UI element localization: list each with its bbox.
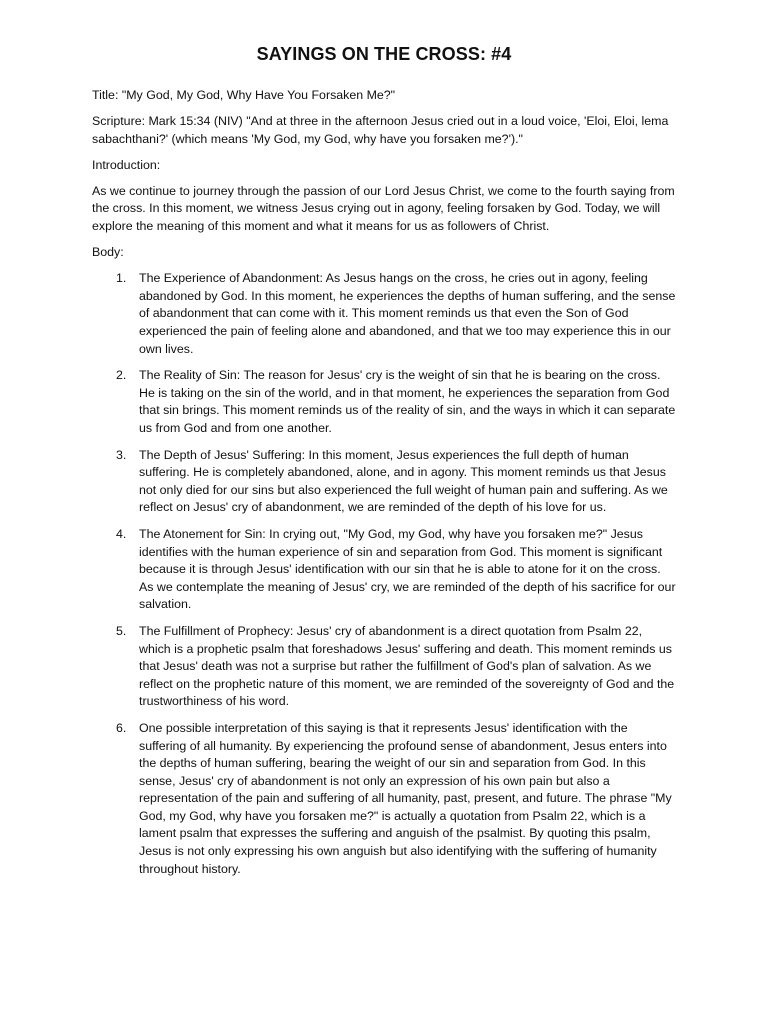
body-label: Body: <box>92 245 124 260</box>
document-page <box>92 44 676 887</box>
list-item <box>92 526 676 614</box>
introduction-text: As we continue to journey through the passion of our Lord Jesus Christ, we come to the fourth saying from the cross. In this moment, we witness Jesus crying out in agony, feeling forsaken by God. Today, we will explore the meaning of this moment and what it means for us as followers of Christ. <box>92 183 675 234</box>
list-item-number: 1. <box>116 271 127 286</box>
scripture-reference: Scripture: Mark 15:34 (NIV) "And at three in the afternoon Jesus cried out in a loud voice, 'Eloi, Eloi, lema sabachthani?' (which means 'My God, my God, why have you forsaken me?')." <box>92 114 669 146</box>
list-item-number: 5. <box>116 623 127 638</box>
list-item-text: The Depth of Jesus' Suffering: In this moment, Jesus experiences the full depth of human suffering. He is completely abandoned, alone, and in agony. This moment reminds us that Jesus not only died for our sins but also experienced the full weight of human pain and suffering. As we reflect on Jesus' cry of abandonment, we are reminded of the depth of his love for us. <box>139 447 668 515</box>
list-item-number: 2. <box>116 368 127 383</box>
list-item-text: The Reality of Sin: The reason for Jesus' cry is the weight of sin that he is bearing on the cross. He is taking on the sin of the world, and in that moment, he experiences the separation from God that sin brings. This moment reminds us of the reality of sin, and the ways in which it can separate us from God and from one another. <box>139 368 676 435</box>
list-item <box>92 270 676 358</box>
list-item <box>92 623 676 711</box>
list-item-number: 4. <box>116 526 127 541</box>
list-item-text: The Atonement for Sin: In crying out, "My God, my God, why have you forsaken me?" Jesus identifies with the human experience of sin and separation from God. This moment is significant because it is through Jesus' identification with our sin that he is able to atone for it on the cross. As we contemplate the meaning of Jesus' cry, we are reminded of the depth of his sacrifice for our salvation. <box>139 526 676 612</box>
list-item-number: 3. <box>116 447 127 462</box>
list-item-text: One possible interpretation of this saying is that it represents Jesus' identification with the suffering of all humanity. By experiencing the profound sense of abandonment, Jesus enters into the depths of human suffering, bearing the weight of our sin and separation from God. In this sense, Jesus' cry of abandonment is not only an expression of his own pain but also a representation of the pain and suffering of all humanity, past, present, and future. The phrase "My God, my God, why have you forsaken me?" is actually a quotation from Psalm 22, which is a lament psalm that expresses the suffering and anguish of the psalmist. By quoting this psalm, Jesus is not only expressing his own anguish but also identifying with the suffering of humanity throughout history. <box>139 720 672 876</box>
body-points-list <box>92 270 676 878</box>
sermon-title: Title: "My God, My God, Why Have You Forsaken Me?" <box>92 88 396 102</box>
document-heading: SAYINGS ON THE CROSS: #4 <box>256 44 512 64</box>
list-item-text: The Fulfillment of Prophecy: Jesus' cry of abandonment is a direct quotation from Psalm 22, which is a prophetic psalm that foreshadows Jesus' suffering and death. This moment reminds us that Jesus' death was not a surprise but rather the fulfillment of God's plan of salvation. As we reflect on the prophetic nature of this moment, we are reminded of the sovereignty of God and the trustworthiness of his word. <box>139 623 675 709</box>
list-item <box>92 447 676 517</box>
list-item <box>92 720 676 878</box>
introduction-label: Introduction: <box>92 157 161 172</box>
list-item-text: The Experience of Abandonment: As Jesus hangs on the cross, he cries out in agony, feeling abandoned by God. In this moment, he experiences the depths of human suffering, and the sense of abandonment that can come with it. This moment reminds us that even the Son of God experienced the pain of feeling alone and abandoned, and that we too may experience this in our own lives. <box>139 271 676 356</box>
list-item <box>92 367 676 437</box>
list-item-number: 6. <box>116 720 127 735</box>
